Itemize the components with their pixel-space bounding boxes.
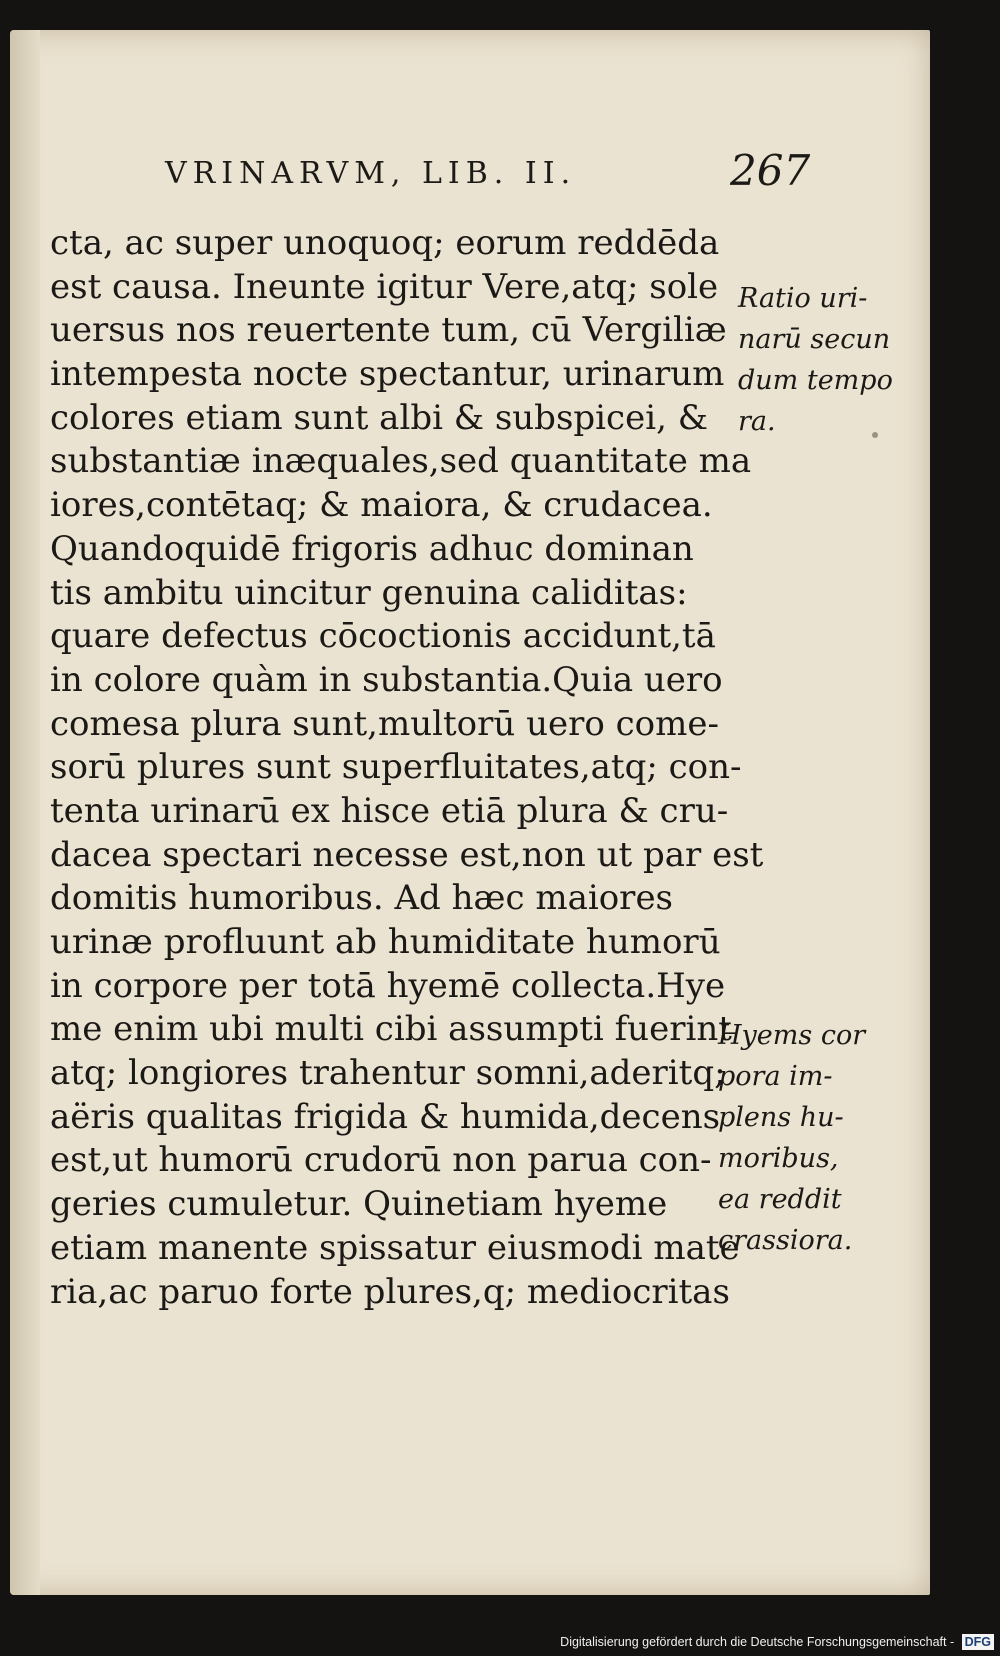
digitization-credit [560, 1630, 994, 1654]
text-line: cta, ac super unoquoq; eorum reddēda [50, 223, 720, 263]
text-line: me enim ubi multi cibi assumpti fuerint [50, 1009, 732, 1050]
text-line: atq; longiores trahentur somni,aderitq; [50, 1053, 726, 1094]
text-line: est,ut humorū crudorū non parua con- [50, 1140, 712, 1181]
text-line: Quandoquidē frigoris adhuc dominan [50, 528, 694, 569]
text-line: colores etiam sunt albi & subspicei, & [50, 397, 708, 438]
text-line: sorū plures sunt superfluitates,atq; con- [50, 747, 742, 788]
margin-note-line: pora im- [718, 1061, 833, 1092]
margin-note-line: moribus, [718, 1143, 839, 1174]
main-text-block [50, 222, 764, 1314]
text-line: tenta urinarū ex hisce etiā plura & cru- [50, 790, 729, 831]
page-number: 267 [730, 146, 811, 195]
book-page [10, 30, 930, 1595]
text-line: uersus nos reuertente tum, cū Vergiliæ [50, 310, 727, 351]
ink-spot [872, 432, 878, 438]
text-line: quare defectus cōcoctionis accidunt,tā [50, 616, 716, 657]
text-line: substantiæ inæquales,sed quantitate ma [50, 441, 752, 482]
page-header [155, 142, 835, 195]
dfg-logo: DFG [962, 1634, 994, 1650]
text-line: domitis humoribus. Ad hæc maiores [50, 878, 674, 919]
text-line: comesa plura sunt,multorū uero come- [50, 703, 719, 744]
margin-note-line: ra. [738, 406, 776, 437]
text-line: in corpore per totā hyemē collecta.Hye [50, 965, 726, 1006]
text-line: intempesta nocte spectantur, urinarum [50, 354, 725, 395]
text-line: ria,ac paruo forte plures,q; mediocritas [50, 1271, 730, 1312]
margin-note-line: narū secun [738, 324, 891, 355]
text-line: in colore quàm in substantia.Quia uero [50, 659, 723, 700]
running-title: VRINARVM, LIB. II. [165, 156, 577, 191]
margin-note-line: ea reddit [718, 1184, 842, 1215]
text-line: urinæ profluunt ab humiditate humorū [50, 922, 721, 962]
margin-note-winter [718, 1015, 865, 1261]
margin-note-seasons [738, 278, 893, 442]
margin-note-line: plens hu- [718, 1102, 844, 1133]
credit-text: Digitalisierung gefördert durch die Deutsche Forschungsgemeinschaft - [560, 1635, 955, 1649]
margin-note-line: Ratio uri- [738, 283, 868, 314]
text-line: tis ambitu uincitur genuina caliditas: [50, 572, 688, 613]
margin-note-line: Hyems cor [718, 1020, 866, 1051]
text-line: etiam manente spissatur eiusmodi mate [50, 1227, 740, 1268]
page-binding-edge [10, 30, 40, 1595]
text-line: geries cumuletur. Quinetiam hyeme [50, 1184, 668, 1225]
margin-note-line: dum tempo [738, 365, 893, 396]
text-line: est causa. Ineunte igitur Vere,atq; sole [50, 266, 719, 307]
text-line: dacea spectari necesse est,non ut par est [50, 834, 764, 875]
text-line: iores,contētaq; & maiora, & crudacea. [50, 485, 713, 526]
text-line: aëris qualitas frigida & humida,decens [50, 1096, 721, 1137]
margin-note-line: crassiora. [718, 1225, 853, 1256]
